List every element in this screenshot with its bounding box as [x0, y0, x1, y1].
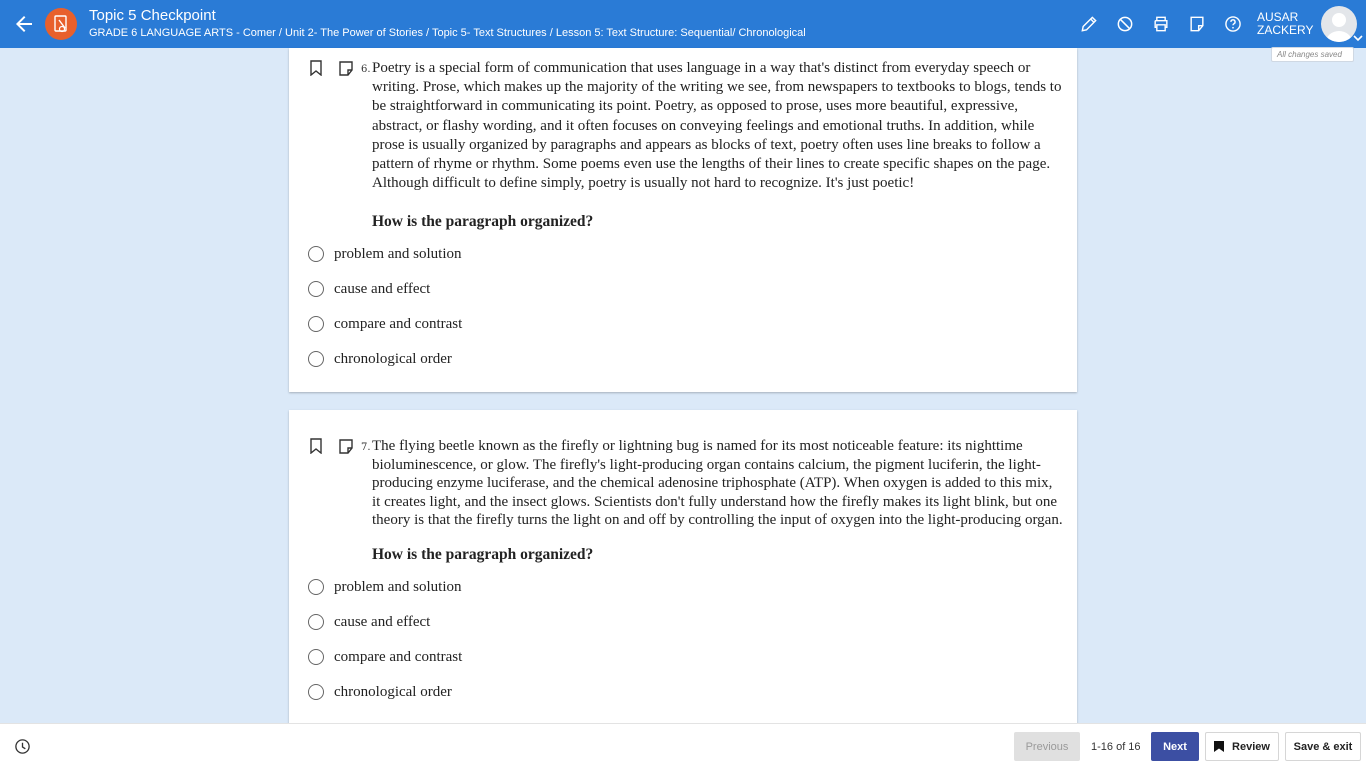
note-icon[interactable] [1187, 14, 1207, 34]
person-icon [1321, 6, 1357, 42]
question-passage: Poetry is a special form of communication that uses language in a way that's distinct from everyday speech or writing. Prose, which makes up the majority of the writing we see, from newspapers to textbooks to blogs, tends to be straightforward in communicating its point. Poetry, as opposed to prose, uses more beautiful, expressive, abstract, or flashy wording, and it often focuses on conveying feelings and emotional truths. In addition, while prose is usually organized by paragraphs and appears as blocks of text, poetry often uses line breaks to follow a pattern of rhyme or rhythm. Some poems even use the lengths of their lines to create specific shapes on the page. Although difficult to define simply, poetry is usually not hard to recognize. It's just poetic! [372, 60, 1062, 192]
option-label: compare and contrast [334, 648, 463, 665]
radio-button[interactable] [308, 579, 324, 595]
help-icon[interactable] [1223, 14, 1243, 34]
block-icon[interactable] [1115, 14, 1135, 34]
question-passage: The flying beetle known as the firefly or lightning bug is named for its most noticeable feature: its nighttime bioluminescence, or glow. The firefly's light-producing organ contains calcium, the pigment luciferin, the light-producing enzyme luciferase, and the chemical adenosine triphosphate (ATP). When oxygen is added to this mix, it creates light, and the insect glows. Scientists don't fully understand how the firefly makes its light blink, but one theory is that the firefly turns the light on and off by controlling the input of oxygen into the light-producing organ. [372, 438, 1063, 529]
save-status: All changes saved [1271, 47, 1354, 62]
previous-button[interactable]: Previous [1014, 732, 1080, 761]
course-logo [45, 8, 77, 40]
breadcrumb[interactable]: GRADE 6 LANGUAGE ARTS - Comer / Unit 2- The Power of Stories / Topic 5- Text Structures / Lesson 5: Text Structure: Sequential/ Chronological [89, 27, 806, 39]
note-icon[interactable] [339, 60, 353, 76]
user-first-name: AUSAR [1257, 10, 1299, 24]
review-button[interactable] [1205, 732, 1279, 761]
note-icon[interactable] [339, 438, 353, 454]
question-card [289, 48, 1077, 392]
option-label: chronological order [334, 683, 452, 700]
answer-option[interactable] [308, 680, 452, 704]
option-label: chronological order [334, 350, 452, 367]
answer-option[interactable] [308, 312, 462, 336]
bookmark-icon[interactable] [309, 60, 323, 76]
bookmark-filled-icon [1214, 741, 1224, 752]
answer-option[interactable] [308, 242, 462, 266]
next-button[interactable]: Next [1151, 732, 1199, 761]
avatar[interactable] [1321, 6, 1357, 42]
answer-option[interactable] [308, 645, 462, 669]
radio-button[interactable] [308, 684, 324, 700]
question-card [289, 410, 1077, 730]
review-label: Review [1232, 740, 1270, 753]
pencil-icon[interactable] [1079, 14, 1099, 34]
back-arrow-icon[interactable] [12, 12, 36, 36]
option-label: problem and solution [334, 245, 462, 262]
book-pen-icon [45, 8, 77, 40]
question-number: 6. [361, 64, 371, 75]
question-prompt: How is the paragraph organized? [372, 546, 594, 563]
top-bar [0, 0, 1366, 48]
radio-button[interactable] [308, 281, 324, 297]
radio-button[interactable] [308, 351, 324, 367]
radio-button[interactable] [308, 246, 324, 262]
answer-option[interactable] [308, 347, 452, 371]
answer-option[interactable] [308, 277, 430, 301]
chevron-down-icon[interactable] [1353, 33, 1363, 43]
footer-bar [0, 723, 1366, 768]
user-last-name: ZACKERY [1257, 23, 1314, 37]
option-label: cause and effect [334, 280, 431, 297]
option-label: problem and solution [334, 578, 462, 595]
bookmark-icon[interactable] [309, 438, 323, 454]
question-number: 7. [361, 442, 371, 453]
user-name [1257, 11, 1313, 37]
radio-button[interactable] [308, 649, 324, 665]
print-icon[interactable] [1151, 14, 1171, 34]
page-title: Topic 5 Checkpoint [89, 7, 216, 24]
page-count: 1-16 of 16 [1091, 741, 1141, 753]
question-prompt: How is the paragraph organized? [372, 213, 594, 230]
radio-button[interactable] [308, 316, 324, 332]
save-exit-button[interactable]: Save & exit [1285, 732, 1361, 761]
answer-option[interactable] [308, 575, 462, 599]
clock-icon[interactable] [14, 738, 31, 755]
option-label: cause and effect [334, 613, 431, 630]
option-label: compare and contrast [334, 315, 463, 332]
answer-option[interactable] [308, 610, 430, 634]
radio-button[interactable] [308, 614, 324, 630]
